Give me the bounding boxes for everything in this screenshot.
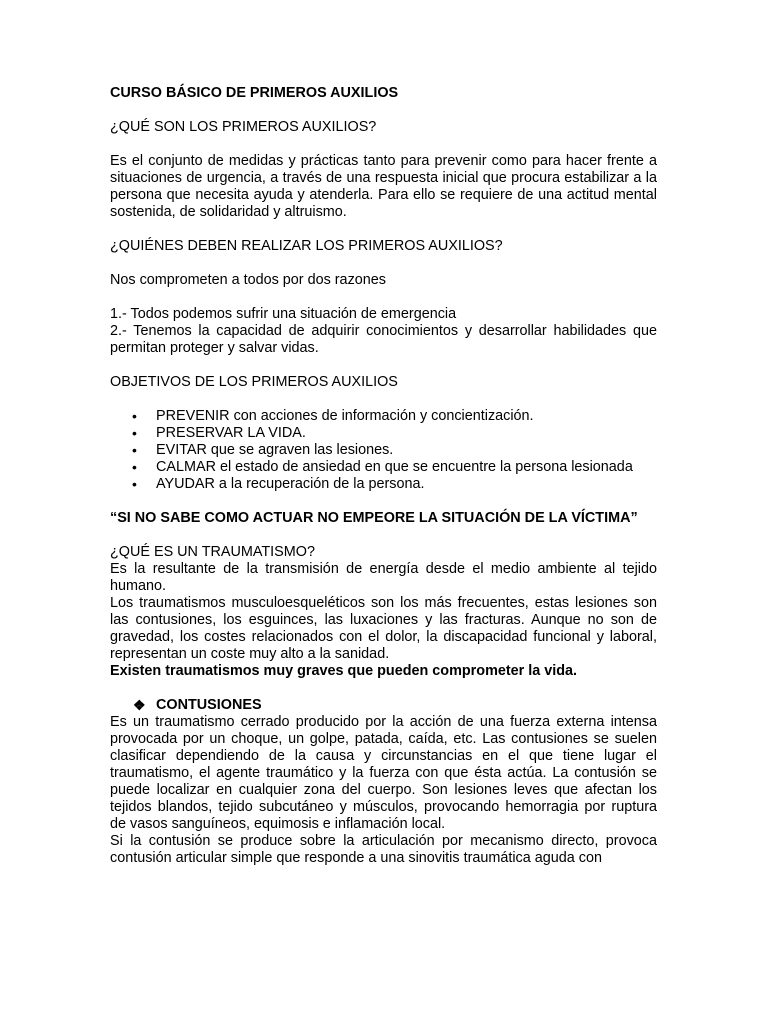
paragraph-contusiones: Es un traumatismo cerrado producido por la acción de una fuerza externa intensa provocada por un choque, un golpe, patada, caída, etc. Las contusiones se suelen clasificar dependiendo de la causa y circunstancias en el que tiene lugar el traumatismo, el agente traumático y la fuerza con que ésta actúa. La contusión se puede localizar en cualquier zona del cuerpo. Son lesiones leves que afectan los tejidos blandos, tejido subcutáneo y músculos, provocando hemorragia por ruptura de vasos sanguíneos, equimosis e inflamación local. xyxy=(110,714,657,832)
list-item: • EVITAR que se agraven las lesiones. xyxy=(132,442,394,458)
bullet-icon: • xyxy=(132,459,137,475)
bullet-icon: • xyxy=(132,442,137,458)
list-item: • PRESERVAR LA VIDA. xyxy=(132,425,306,441)
list-item: • AYUDAR a la recuperación de la persona. xyxy=(132,476,425,492)
document-page xyxy=(110,85,657,867)
section-contusiones-heading: ❖ CONTUSIONES xyxy=(133,697,262,713)
heading-objetivos: OBJETIVOS DE LOS PRIMEROS AUXILIOS xyxy=(110,374,398,390)
reason-1: 1.- Todos podemos sufrir una situación de emergencia xyxy=(110,306,457,322)
diamond-bullet-icon: ❖ xyxy=(133,697,146,713)
motto-quote: “SI NO SABE COMO ACTUAR NO EMPEORE LA SITUACIÓN DE LA VÍCTIMA” xyxy=(110,510,638,526)
list-item: • PREVENIR con acciones de información y concientización. xyxy=(132,408,534,424)
list-item: • CALMAR el estado de ansiedad en que se encuentre la persona lesionada xyxy=(132,459,633,475)
paragraph-reasons-intro: Nos comprometen a todos por dos razones xyxy=(110,272,386,288)
objectives-list xyxy=(110,408,657,493)
paragraph-traumatismo-def: Es la resultante de la transmisión de energía desde el medio ambiente al tejido humano. xyxy=(110,561,657,594)
reason-2: 2.- Tenemos la capacidad de adquirir conocimientos y desarrollar habilidades que permitan proteger y salvar vidas. xyxy=(110,323,657,356)
paragraph-definition: Es el conjunto de medidas y prácticas tanto para prevenir como para hacer frente a situaciones de urgencia, a través de una respuesta inicial que procura estabilizar a la persona que necesita ayuda y atenderla. Para ello se requiere de una actitud mental sostenida, de solidaridad y altruismo. xyxy=(110,153,657,220)
paragraph-traumatismo-warning: Existen traumatismos muy graves que pueden comprometer la vida. xyxy=(110,663,578,679)
heading-traumatismo: ¿QUÉ ES UN TRAUMATISMO? xyxy=(110,544,315,560)
heading-quienes: ¿QUIÉNES DEBEN REALIZAR LOS PRIMEROS AUXILIOS? xyxy=(110,238,503,254)
paragraph-contusion-articular: Si la contusión se produce sobre la articulación por mecanismo directo, provoca contusión articular simple que responde a una sinovitis traumática aguda con xyxy=(110,833,657,866)
document-title: CURSO BÁSICO DE PRIMEROS AUXILIOS xyxy=(110,85,399,101)
bullet-icon: • xyxy=(132,425,137,441)
bullet-icon: • xyxy=(132,408,137,424)
bullet-icon: • xyxy=(132,476,137,492)
heading-que-son: ¿QUÉ SON LOS PRIMEROS AUXILIOS? xyxy=(110,119,377,135)
paragraph-traumatismo-detail: Los traumatismos musculoesqueléticos son los más frecuentes, estas lesiones son las contusiones, los esguinces, las luxaciones y las fracturas. Aunque no son de gravedad, los costes relacionados con el dolor, la discapacidad funcional y laboral, representan un coste muy alto a la sanidad. xyxy=(110,595,657,662)
